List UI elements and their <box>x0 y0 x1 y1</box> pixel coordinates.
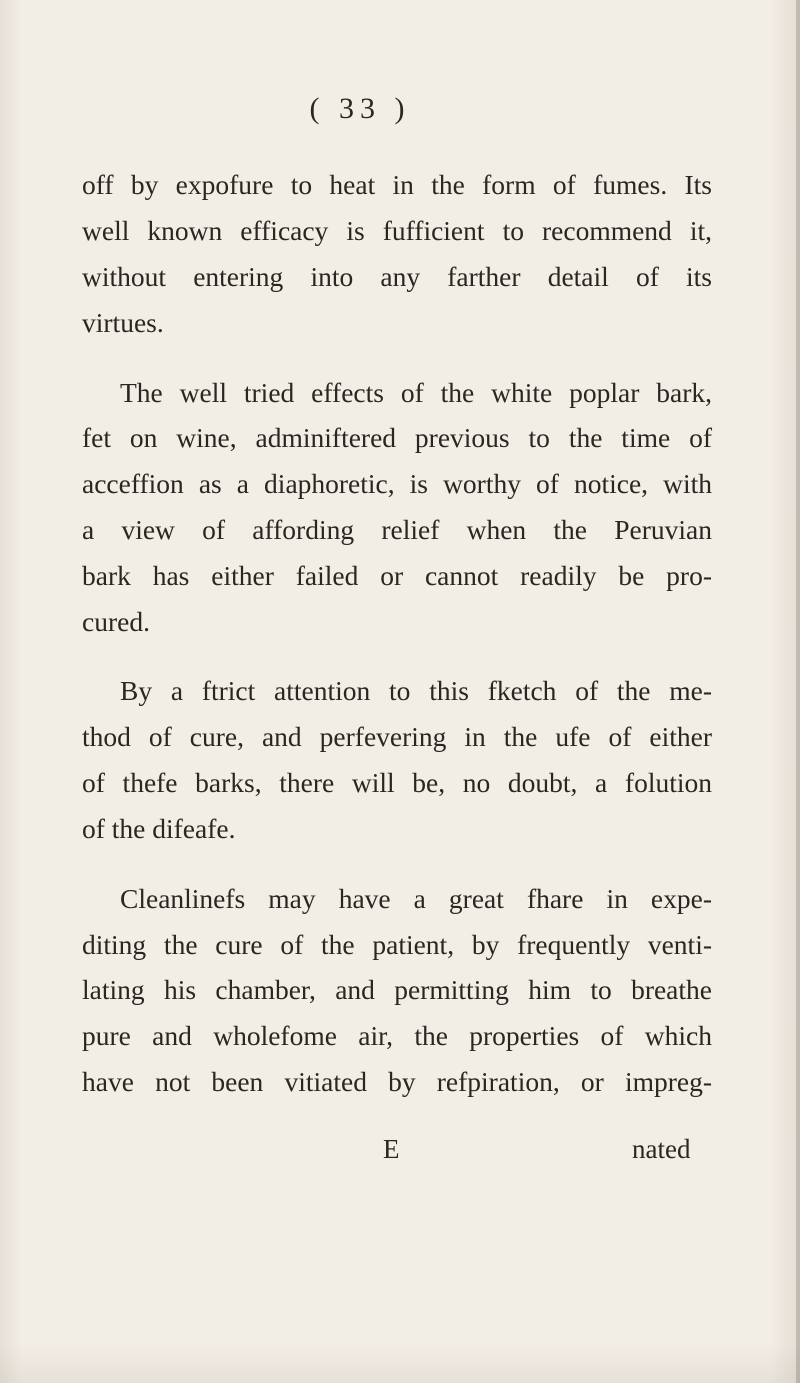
text-line: diting the cure of the patient, by frequently venti- <box>82 929 712 960</box>
text-line: of the difeafe. <box>82 813 236 844</box>
text-line: thod of cure, and perfevering in the ufe of either <box>82 721 712 752</box>
text-line: The well tried effects of the white poplar bark, <box>120 377 712 408</box>
text-line: bark has either failed or cannot readily be pro- <box>82 560 712 591</box>
text-line: pure and wholefome air, the properties of which <box>82 1020 712 1051</box>
text-line: lating his chamber, and permitting him to breathe <box>82 974 712 1005</box>
text-line: without entering into any farther detail of its <box>82 261 712 292</box>
catchword: nated <box>632 1134 691 1164</box>
text-line: of thefe barks, there will be, no doubt, a folution <box>82 767 712 798</box>
text-line: off by expofure to heat in the form of fumes. Its <box>82 169 712 200</box>
text-line: Cleanlinefs may have a great fhare in expe- <box>120 883 712 914</box>
text-line: a view of affording relief when the Peruvian <box>82 514 712 545</box>
text-line: cured. <box>82 606 150 637</box>
signature-mark: E <box>383 1134 400 1164</box>
text-line: By a ftrict attention to this fketch of the me- <box>120 675 712 706</box>
text-line: have not been vitiated by refpiration, or impreg- <box>82 1066 712 1097</box>
text-line: acceffion as a diaphoretic, is worthy of notice, with <box>82 468 712 499</box>
page-edge-shadow <box>796 0 800 1383</box>
text-line: fet on wine, adminiftered previous to the time of <box>82 422 712 453</box>
text-line: virtues. <box>82 307 164 338</box>
text-line: well known efficacy is fufficient to recommend it, <box>82 215 712 246</box>
page-number-header: ( 33 ) <box>309 92 411 125</box>
